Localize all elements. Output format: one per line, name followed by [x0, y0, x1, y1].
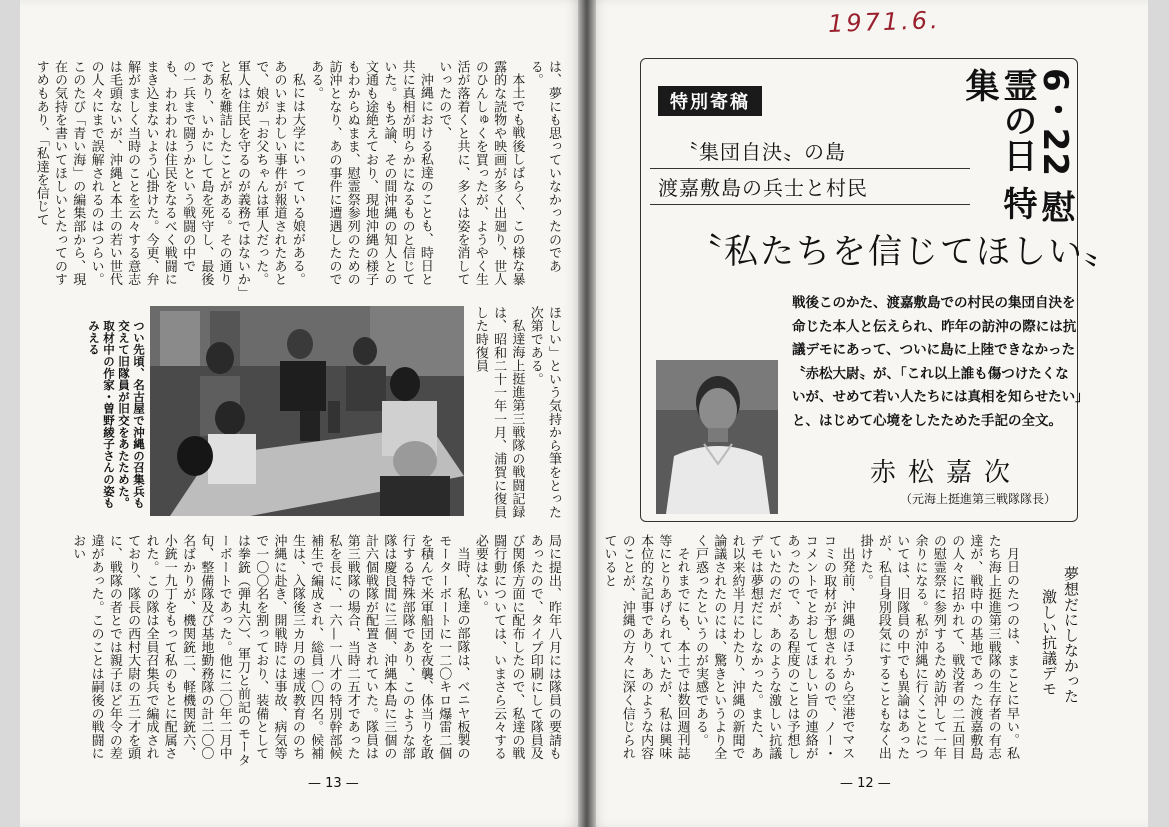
author-portrait: [656, 360, 778, 514]
left-top-text: [33, 60, 562, 296]
left-top-paragraph: 本土でも戦後しばらく、この様な暴露的な読物や映画が多く出廻り、世人のひんしゅくを買ったが、ようやく生活が落着くと共に、多くは姿を消していったので、: [436, 60, 525, 287]
left-bottom-text: [70, 534, 562, 770]
right-body-paragraph: 出発前、沖縄のほうから空港でマスコミの取材が予想されるので、ノー・コメントでとおしてほしい旨の連絡があったので、ある程度のことは予想していたのだが、あのような激しい抗議デモは夢想だにしなかった。また、あれ以来約半月にわたり、沖縄の新聞で論議されたのには、驚きというより全く戸惑ったというのが実感である。: [692, 534, 855, 761]
subtitle-divider: [650, 204, 970, 205]
reunion-photo: [150, 306, 464, 516]
subtitle-island: 〝集団自決〟の島: [678, 140, 846, 164]
left-bottom-paragraph: 局に提出、昨年八月には隊員の要請もあったので、タイプ印刷にして隊員及び関係方面に配布したので、私達の戦闘行動については、いまさら云々する必要はない。: [472, 534, 561, 761]
left-mid-text: [468, 306, 562, 520]
left-top-paragraph: 私には大学にいっている娘がある。あのいまわしい事件が報道されたあとで、娘が「お父ちゃんは軍人だった。軍人は住民を守るのが義務ではないか」と私を難詰したことがある。その通りであり、いかにして島を死守し、最後の一兵まで闘うかという戦闘の中でも、われわれは住民をなるべく戦闘にまき込まないよう心掛けた。今更、弁解がましく当時のことを云々する意志は毛頭ないが、沖縄と本土の若い世代の人々にまで誤解されるのはつらい。このたび「青い海」の編集部から、現在の気持を書いてほしいとたってのすすめもあり、「私達を信じて: [33, 60, 305, 293]
page-number-12: — 12 —: [840, 776, 891, 791]
subtitle-divider: [650, 168, 970, 169]
reunion-photo-image: [150, 306, 464, 516]
page-number-13: — 13 —: [308, 776, 359, 791]
photo-caption: つい先頃、名古屋で沖縄の召集兵も交えて旧隊員が旧交をあたためた。取材中の作家・曽野綾子さんの姿もみえる: [87, 320, 146, 509]
section-heading-line-2: 激しい抗議デモ: [1040, 588, 1058, 696]
right-body-paragraph: 月日のたつのは、まことに早い。私たち海上挺進第三戦隊の生存者の有志達が、戦時中の基地であった渡嘉敷島の人々に招かれて、戦没者の二五回目の慰霊祭に参列するため訪沖して一年余りになる。私が沖縄に行くことについては、旧隊員の中でも異論はあったが、私自身別段気にすることもなく出掛けた。: [857, 534, 1019, 761]
section-heading: [1024, 566, 1082, 766]
main-title: 〝私たちを信じてほしい〟: [688, 232, 1120, 272]
right-body-paragraph: それまでにも、本土では数回週刊誌等にとりあげられていたが、私は興味本位的な記事であり、あのような内容のことが、沖縄の方々に深く信じられていると: [601, 534, 690, 761]
handwritten-date: 1971.6.: [827, 6, 942, 38]
left-top-paragraph: は、夢にも思っていなかったのである。: [527, 60, 561, 273]
author-portrait-image: [656, 360, 778, 514]
left-bottom-paragraph: 当時、私達の部隊は、ベニヤ板製のモーターボートに一二〇キロ爆雷二個を積んで米軍船団を夜襲、体当りを敢行する特殊部隊であり、このような部隊は慶良間に三個、沖縄本島に三個の計六個戦隊が配置されていた。隊員は第三戦隊の場合、当時二五才であった私を長に、一六—一八才の特別幹部候補生で編成され、総員一〇四名。候補生は、入隊後三カ月の速成教育ののち沖縄に赴き、開戦時には事故、病気等で一〇〇名を割っており、装備としては拳銃（弾丸六）、軍刀と前記のモーターボートであった。他に二〇年二月中旬、整備隊及び基地勤務隊の計二〇〇名ばかりが、機関銃二、軽機関銃六、小銃一九丁をもって私のもとに配属された。この隊は全員召集兵で編成されており、隊長の西村大尉の五二才を頭に、戦隊の者とでは親子ほど年令の差違があった。このことは嗣後の戦闘におい: [70, 534, 470, 767]
right-body-text: [601, 534, 1020, 770]
author-name: 赤松嘉次: [870, 458, 1023, 488]
feature-label: 6・22 慰霊の日 特集: [959, 68, 1075, 225]
author-role: （元海上挺進第三戦隊隊長）: [900, 492, 1057, 506]
left-mid-paragraph: ほしい」という気持から筆をとった次第である。: [527, 306, 561, 519]
book-gutter: [578, 0, 596, 827]
section-heading-line-1: 夢想だにしなかった: [1062, 566, 1080, 704]
left-mid-paragraph: 私達海上挺進第三戦隊の戦闘記録は、昭和二十一年一月、浦賀に復員した時復員: [472, 306, 525, 519]
lead-text: 戦後このかた、渡嘉敷島での村民の集団自決を命じた本人と伝えられ、昨年の訪沖の際には抗議デモにあって、ついに島に上陸できなかった〝赤松大尉〟が、「これ以上誰も傷つけたくないが、せめて若い人たちには真相を知らせたい」と、はじめて心境をしたためた手記の全文。: [792, 295, 1082, 429]
left-top-paragraph: 沖縄における私達のことも、時日と共に真相が明らかになるものと信じていた。もち論、その間沖縄の知人との文通も途絶えており、現地沖縄の様子もわからぬまま、慰霊祭参列のための訪沖となり、あの事件に遭遇したのである。: [308, 60, 433, 287]
special-contribution-tag: 特別寄稿: [658, 86, 762, 116]
subtitle-soldiers-villagers: 渡嘉敷島の兵士と村民: [658, 176, 868, 200]
